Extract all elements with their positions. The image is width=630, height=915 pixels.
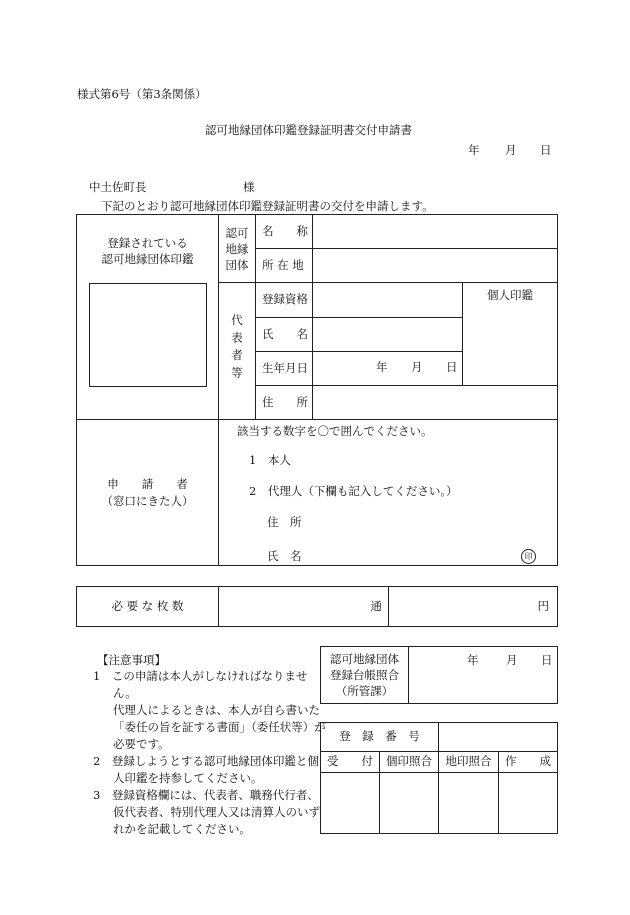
reg-no-field[interactable]: [439, 723, 558, 752]
group-check-label: 地印照合: [439, 752, 499, 773]
addressee-suffix: 様: [243, 180, 255, 194]
date-month: 月: [505, 143, 517, 157]
ledger-month: 月: [506, 653, 518, 667]
receipt-stamp[interactable]: [321, 773, 380, 834]
count-table: [76, 586, 558, 627]
create-stamp[interactable]: [499, 773, 558, 834]
count-label: 必 要 な 枚 数: [77, 587, 219, 627]
group-check-stamp[interactable]: [439, 773, 499, 834]
applicant-label: 申 請 者: [107, 476, 188, 491]
org-label-2: 地縁: [225, 241, 249, 256]
rep-address-label: 住 所: [256, 386, 313, 420]
name-label: 名 称: [256, 215, 313, 249]
rep-address-field[interactable]: [313, 386, 558, 420]
org-label-1: 認可: [225, 225, 249, 240]
ledger-label: 認可地縁団体登録台帳照合（所管課）: [321, 647, 409, 704]
birth-field[interactable]: [313, 352, 463, 386]
reg-no-label: 登 録 番 号: [321, 723, 439, 752]
qualification-label: 登録資格: [256, 283, 313, 318]
seal-stamp-box[interactable]: [89, 283, 207, 387]
ledger-table: [320, 646, 558, 704]
note-item-2: 2 登録しようとする認可地縁団体印鑑と個人印鑑を持参してください。: [93, 754, 319, 785]
qualification-field[interactable]: [313, 283, 463, 318]
address-field[interactable]: [313, 249, 558, 283]
note-item-1b: 代理人によるときは、本人が自ら書いた「委任の旨を証する書面」（委任状等）が必要です。: [113, 703, 326, 751]
ledger-date-field[interactable]: [409, 647, 558, 704]
personal-check-label: 個印照合: [380, 752, 439, 773]
note-item-3: 3 登録資格欄には、代表者、職務代行者、仮代表者、特別代理人又は清算人のいずれかを記載してください。: [93, 788, 320, 836]
name-field[interactable]: [313, 215, 558, 249]
date-year: 年: [468, 143, 480, 157]
org-label-3: 団体: [225, 257, 249, 272]
personal-seal-cell[interactable]: [463, 283, 558, 386]
option-self[interactable]: 1 本人: [249, 453, 291, 467]
ledger-day: 日: [541, 653, 553, 667]
rep-name-field[interactable]: [313, 318, 463, 352]
option-proxy[interactable]: 2 代理人（下欄も記入してください。）: [249, 484, 458, 498]
fee-field[interactable]: [389, 587, 558, 627]
applicant-field: [219, 420, 558, 566]
registered-seal-label-2: 認可地縁団体印鑑: [101, 252, 194, 266]
personal-check-stamp[interactable]: [380, 773, 439, 834]
main-table: [76, 214, 558, 566]
note-item-1: 1 この申請は本人がしなければなりません。: [93, 669, 308, 700]
birth-month: 月: [411, 360, 423, 374]
note-1: [93, 668, 328, 838]
applicant-label-cell: [77, 420, 219, 566]
birth-day: 日: [446, 360, 458, 374]
addressee: 中土佐町長: [89, 180, 147, 194]
rep-label: 代表者等: [230, 314, 244, 385]
copies-unit: 通: [370, 598, 382, 613]
seal-mark: 印: [521, 549, 536, 564]
receipt-label: 受 付: [321, 752, 380, 773]
registered-seal-label-1: 登録されている: [107, 236, 188, 250]
registered-seal-cell: [77, 215, 219, 420]
address-label: 所 在 地: [256, 249, 313, 283]
date-day: 日: [540, 143, 552, 157]
copies-field[interactable]: [219, 587, 389, 627]
form-title: 認可地縁団体印鑑登録証明書交付申請書: [205, 123, 412, 137]
org-label-cell: [219, 215, 256, 283]
processing-table: [320, 722, 558, 834]
birth-year: 年: [376, 360, 388, 374]
proxy-name-label: 氏 名: [267, 549, 302, 563]
applicant-sub: （窓口にきた人）: [101, 493, 194, 508]
form-number: 様式第6号（第3条関係）: [77, 87, 207, 101]
personal-seal-label: 個人印鑑: [487, 288, 533, 302]
ledger-year: 年: [467, 653, 479, 667]
rep-name-label: 氏 名: [256, 318, 313, 352]
birth-label: 生年月日: [256, 352, 313, 386]
proxy-address-label: 住 所: [267, 515, 302, 529]
fee-unit: 円: [537, 598, 549, 613]
notes-heading: 【注意事項】: [97, 653, 166, 667]
instruction-text: 該当する数字を〇で囲んでください。: [237, 424, 433, 438]
create-label: 作 成: [499, 752, 558, 773]
intro-text: 下記のとおり認可地縁団体印鑑登録証明書の交付を申請します。: [101, 199, 434, 213]
rep-label-cell: [219, 283, 256, 420]
